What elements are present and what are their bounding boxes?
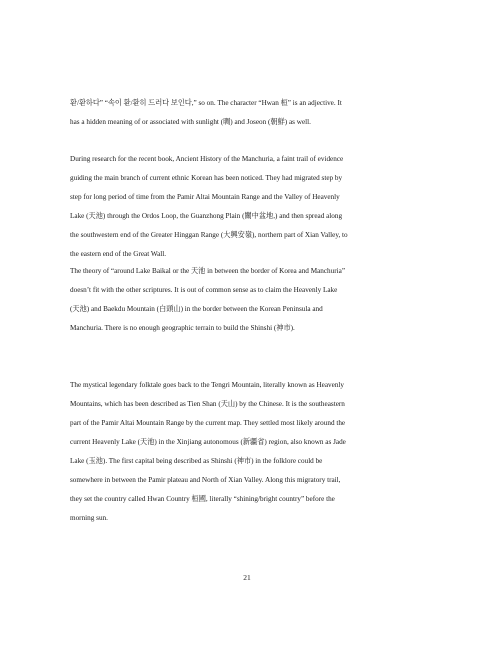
text-line: The mystical legendary folktale goes back to the Tengri Mountain, literally known as Heavenly bbox=[70, 381, 345, 389]
paragraph-1 bbox=[70, 94, 423, 132]
text-line: During research for the recent book, Ancient History of the Manchuria, a faint trail of evidence bbox=[70, 155, 344, 163]
text-line: guiding the main branch of current ethnic Korean has been noticed. They had migrated step by bbox=[70, 174, 343, 182]
text-line: has a hidden meaning of or associated with sunlight (晭) and Joseon (朝鮮) as well. bbox=[70, 118, 311, 126]
text-line: the eastern end of the Great Wall. bbox=[70, 250, 167, 258]
paragraph-4 bbox=[70, 376, 423, 528]
text-line: Lake (玉池). The first capital being described as Shinshi (神市) in the folklore could be bbox=[70, 457, 323, 465]
text-line: the southwestern end of the Greater Hinggan Range (大興安嶺), northern part of Xian Valley, to bbox=[70, 231, 348, 239]
page-number: 21 bbox=[243, 573, 251, 582]
text-line: Lake (天池) through the Ordos Loop, the Guanzhong Plain (關中盆地,) and then spread along bbox=[70, 212, 343, 220]
paragraph-3 bbox=[70, 262, 423, 338]
text-line: doesn’t fit with the other scriptures. It is out of common sense as to claim the Heavenly Lake bbox=[70, 286, 338, 294]
text-line: 환/환하다” “속이 환/환히 드러다 보인다,” so on. The character “Hwan 桓” is an adjective. It bbox=[70, 99, 342, 107]
text-line: somewhere in between the Pamir plateau and North of Xian Valley. Along this migratory trail, bbox=[70, 476, 341, 484]
text-line: Mountains, which has been described as Tien Shan (天山) by the Chinese. It is the southeastern bbox=[70, 400, 345, 408]
text-line: Manchuria. There is no enough geographic terrain to build the Shinshi (神市). bbox=[70, 324, 295, 332]
text-line: part of the Pamir Altai Mountain Range by the current map. They settled most likely around the bbox=[70, 419, 346, 427]
text-line: step for long period of time from the Pamir Altai Mountain Range and the Valley of Heavenly bbox=[70, 193, 340, 201]
text-line: morning sun. bbox=[70, 514, 108, 522]
text-line: they set the country called Hwan Country 桓國, literally “shining/bright country” before the bbox=[70, 495, 335, 503]
text-line: (天池) and Baekdu Mountain (白頭山) in the border between the Korean Peninsula and bbox=[70, 305, 323, 313]
paragraph-2 bbox=[70, 150, 423, 264]
text-line: current Heavenly Lake (天池) in the Xinjiang autonomous (新疆省) region, also known as Jade bbox=[70, 438, 346, 446]
text-line: The theory of “around Lake Baikal or the 天池 in between the border of Korea and Manchuria” bbox=[70, 267, 346, 275]
